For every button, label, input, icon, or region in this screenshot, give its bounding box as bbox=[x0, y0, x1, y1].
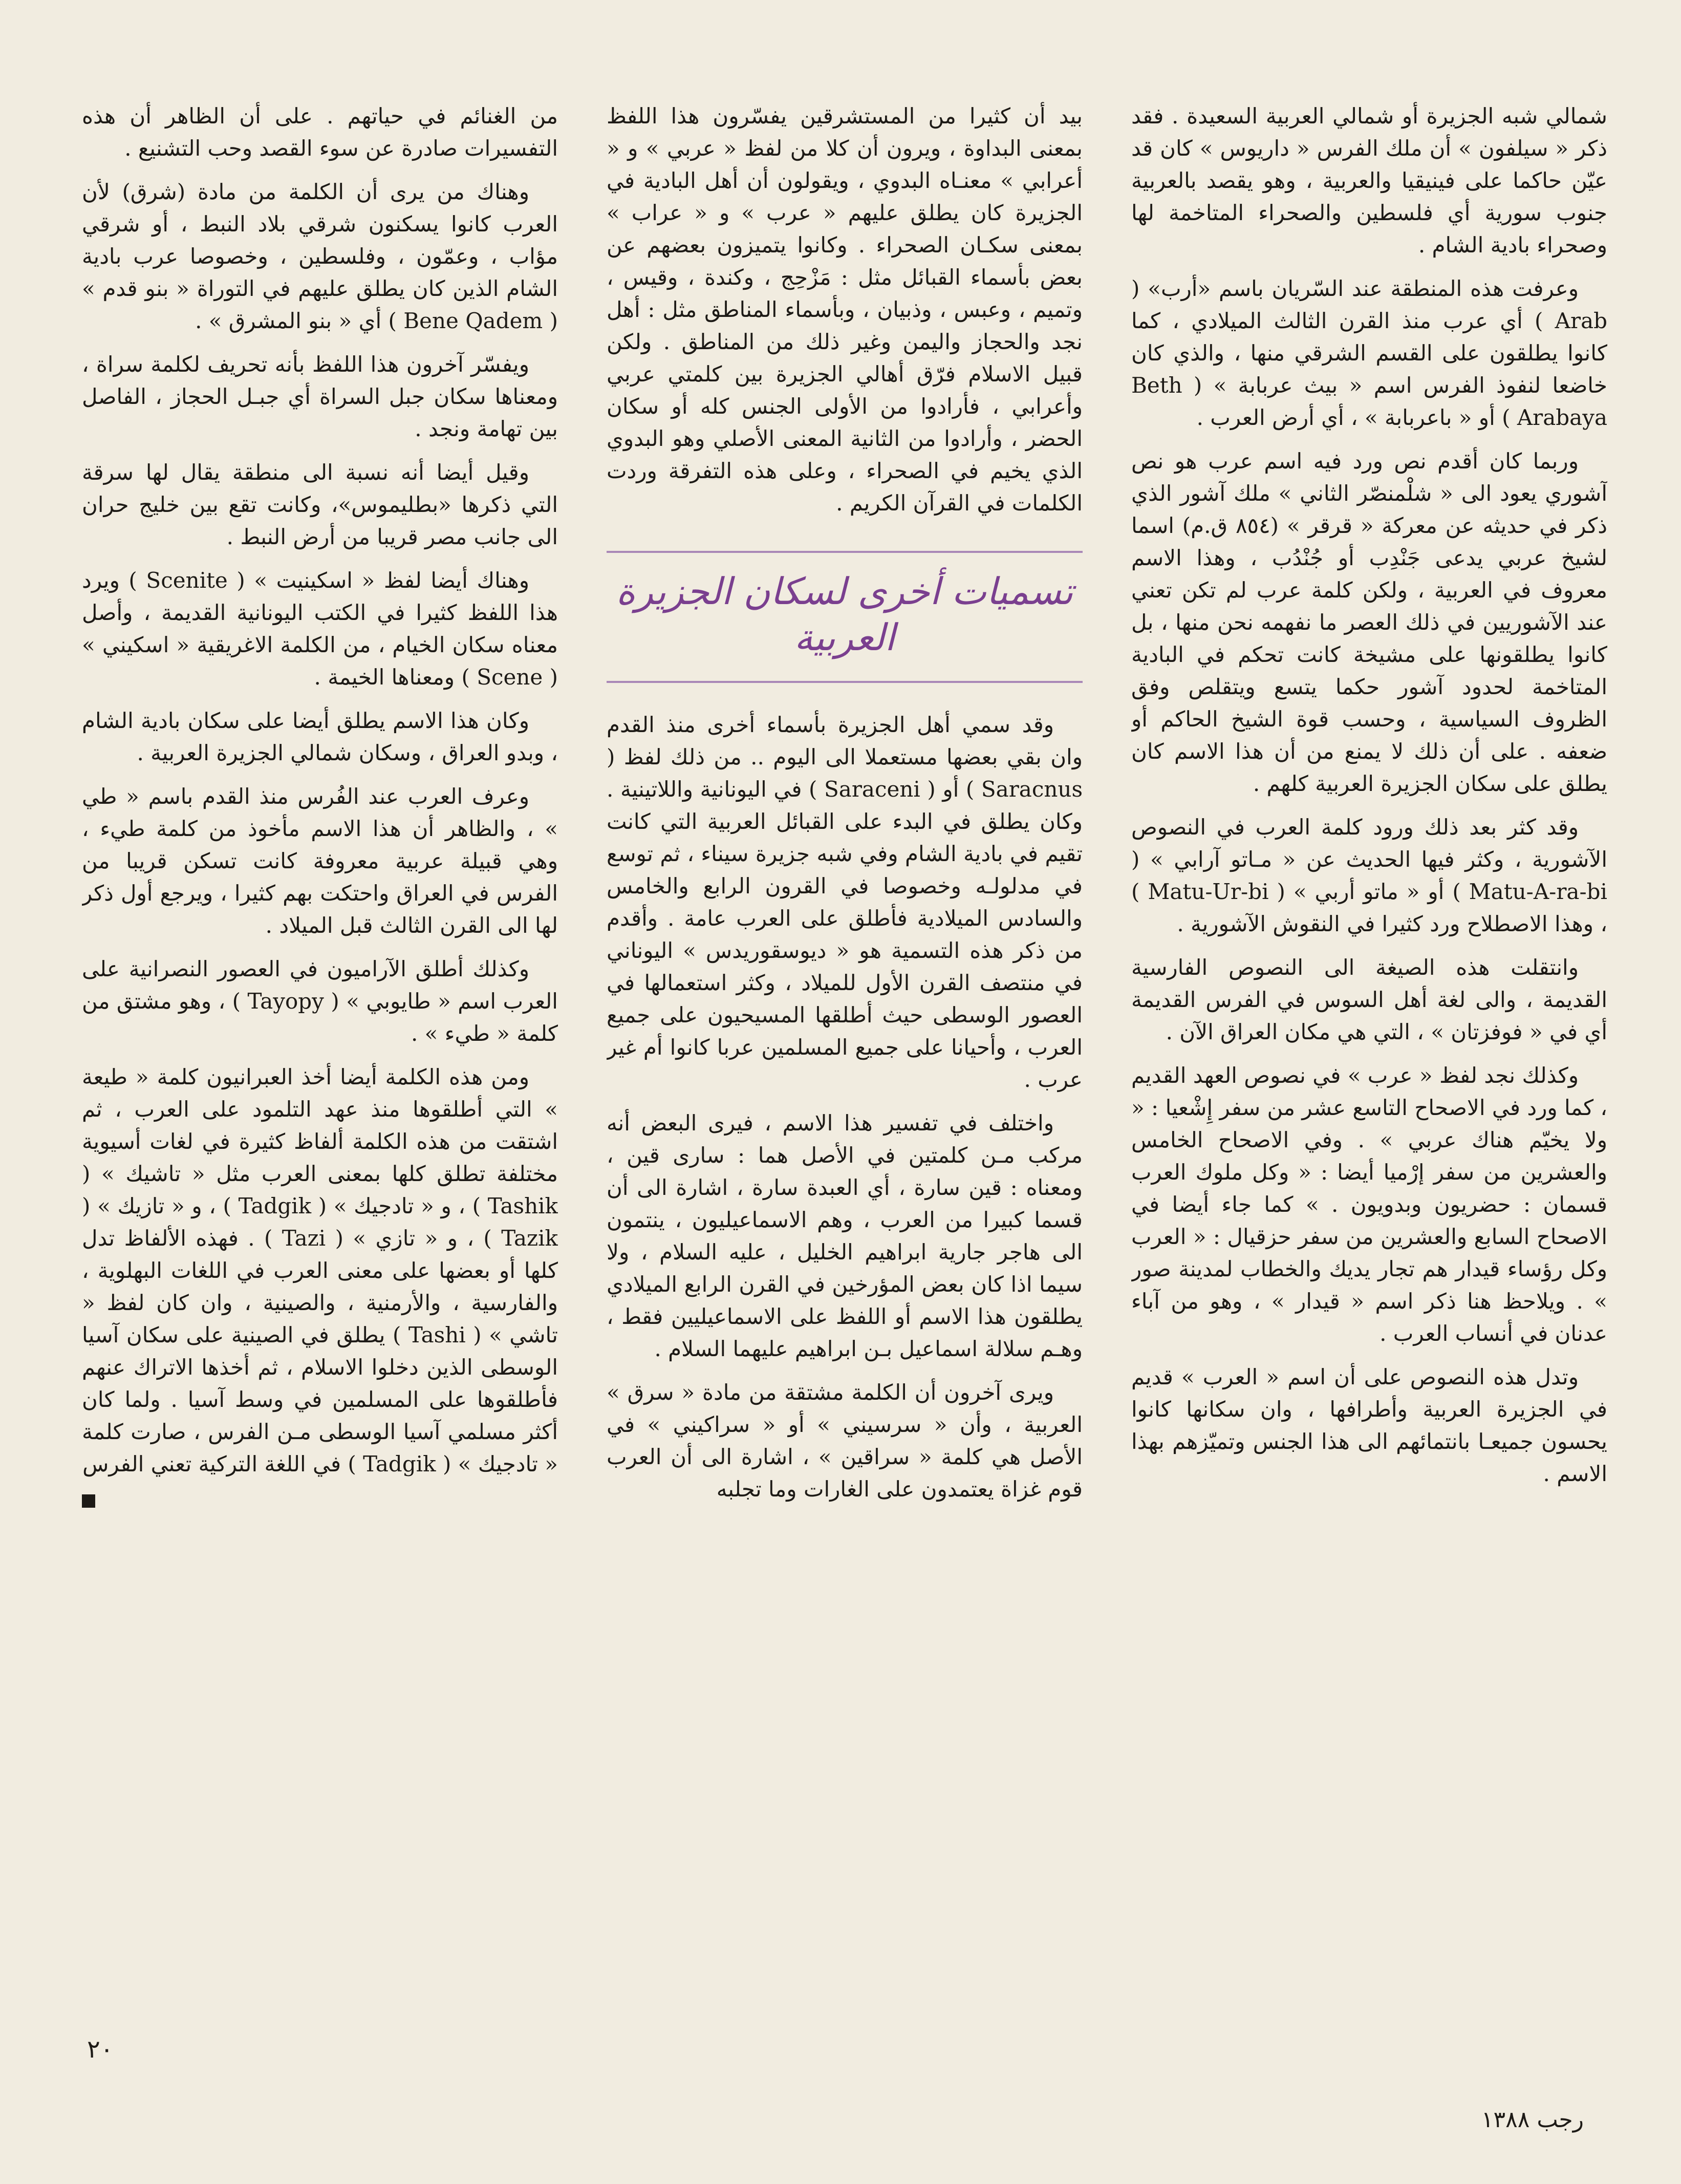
paragraph: وتدل هذه النصوص على أن اسم « العرب » قديم في الجزيرة العربية وأطرافها ، وان سكانها كانوا يحسون جميعـا بانتمائهم الى هذا الجنس وتميّزهم بهذا الاسم . bbox=[1131, 1364, 1607, 1486]
paragraph: وربما كان أقدم نص ورد فيه اسم عرب هو نص آشوري يعود الى « شلْمنصّر الثاني » ملك آشور الذي ذكر في حديثه عن معركة « قرقر » (٨٥٤ ق.م) اسما لشيخ عربي يدعى جَنْدِب أو جُنْدُب ، وهذا الاسم معروف في العربية ، ولكن كلمة عرب لم تكن تعني عند الآشوريين في ذلك العصر ما نفهمه نحن منها ، بل كانوا يطلقونها على مشيخة كانت تحكم في البادية المتاخمة لحدود آشور حكما يتسع ويتقلص وفق الظروف السياسية ، وحسب قوة الشيخ الحاكم أو ضعفه . على أن ذلك لا يمنع من أن هذا الاسم كان يطلق على سكان الجزيرة العربية كلهم . bbox=[1131, 448, 1607, 796]
paragraph: وقد كثر بعد ذلك ورود كلمة العرب في النصوص الآشورية ، وكثر فيها الحديث عن « مـاتو آرابي » ( Matu-A-ra-bi ) أو « ماتو أربي » ( Matu-Ur-bi ) ، وهذا الاصطلاح ورد كثيرا في النقوش الآشورية . bbox=[1131, 815, 1607, 936]
paragraph: وقيل أيضا أنه نسبة الى منطقة يقال لها سرقة التي ذكرها «بطليموس»، وكانت تقع بين خليج حران الى جانب مصر قريبا من أرض النبط . bbox=[82, 460, 558, 549]
paragraph: وانتقلت هذه الصيغة الى النصوص الفارسية القديمة ، والى لغة أهل السوس في الفرس القديمة أي في « فوفزتان » ، التي هي مكان العراق الآن . bbox=[1131, 955, 1607, 1044]
paragraph: ويرى آخرون أن الكلمة مشتقة من مادة « سرق » العربية ، وأن « سرسيني » أو « سراكيني » في الأصل هي كلمة « سراقين » ، اشارة الى أن العرب قوم غزاة يعتمدون على الغارات وما تجلبه bbox=[607, 1380, 1083, 1502]
column-middle bbox=[607, 100, 1083, 1999]
paragraph: ومن هذه الكلمة أيضا أخذ العبرانيون كلمة « طيعة » التي أطلقوها منذ عهد التلمود على العرب ، ثم اشتقت من هذه الكلمة ألفاظ كثيرة في لغات أسيوية مختلفة تطلق كلها بمعنى العرب مثل « تاشيك » ( Tashik ) ، و « تادجيك » ( Tadgik ) ، و « تازيك » ( Tazik ) ، و « تازي » ( Tazi ) . فهذه الألفاظ تدل كلها أو بعضها على معنى العرب في اللغات البهلوية ، والفارسية ، والأرمنية ، والصينية ، وان كان لفظ « تاشي » ( Tashi ) يطلق في الصينية على سكان آسيا الوسطى الذين دخلوا الاسلام ، ثم أخذها الاتراك عنهم فأطلقوها على المسلمين في وسط آسيا . ولما كان أكثر مسلمي آسيا الوسطى مـن الفرس ، صارت كلمة « تادجيك » ( Tadgik ) في اللغة التركية تعني الفرس bbox=[82, 1064, 558, 1476]
paragraph: شمالي شبه الجزيرة أو شمالي العربية السعيدة . فقد ذكر « سيلفون » أن ملك الفرس « داريوس » كان قد عيّن حاكما على فينيقيا والعربية ، وهو يقصد بالعربية جنوب سورية أي فلسطين والصحراء المتاخمة لها وصحراء بادية الشام . bbox=[1131, 103, 1607, 258]
page-number: ٢٠ bbox=[87, 2035, 114, 2064]
paragraph: وعرفت هذه المنطقة عند السّريان باسم «أرب» ( Arab ) أي عرب منذ القرن الثالث الميلادي ، كما كانوا يطلقون على القسم الشرقي منها ، والذي كان خاضعا لنفوذ الفرس اسم « بيث عربابة » ( Beth Arabaya ) أو « باعربابة » ، أي أرض العرب . bbox=[1131, 276, 1607, 430]
paragraph: وعرف العرب عند الفُرس منذ القدم باسم « طي » ، والظاهر أن هذا الاسم مأخوذ من كلمة طيء ، وهي قبيلة عربية معروفة كانت تسكن قريبا من الفرس في العراق واحتكت بهم كثيرا ، ويرجع أول ذكر لها الى القرن الثالث قبل الميلاد . bbox=[82, 784, 558, 938]
section-heading: تسميات أخرى لسكان الجزيرة العربية bbox=[607, 551, 1083, 683]
end-of-article-square-icon bbox=[82, 1494, 95, 1508]
paragraph: وهناك من يرى أن الكلمة من مادة (شرق) لأن العرب كانوا يسكنون شرقي بلاد النبط ، أو شرقي مؤاب ، وعمّون ، وفلسطين ، وخصوصا عرب بادية الشام الذين كان يطلق عليهم في التوراة « بنو قدم » ( Bene Qadem ) أي « بنو المشرق » . bbox=[82, 179, 558, 333]
paragraph: وقد سمي أهل الجزيرة بأسماء أخرى منذ القدم وان بقي بعضها مستعملا الى اليوم .. من ذلك لفظ ( Saracnus ) أو ( Saraceni ) في اليونانية واللاتينية . وكان يطلق في البدء على القبائل العربية التي كانت تقيم في بادية الشام وفي شبه جزيرة سيناء ، ثم توسع في مدلولـه وخصوصا في القرون الرابع والخامس والسادس الميلادية فأطلق على العرب عامة . وأقدم من ذكر هذه التسمية هو « ديوسقوريدس » اليوناني في منتصف القرن الأول للميلاد ، وكثر استعمالها في العصور الوسطى حيث أطلقها المسيحيون على جميع العرب ، وأحيانا على جميع المسلمين عربا كانوا أم غير عرب . bbox=[607, 712, 1083, 1092]
paragraph: وكذلك نجد لفظ « عرب » في نصوص العهد القديم ، كما ورد في الاصحاح التاسع عشر من سفر إِشْعيا : « ولا يخيّم هناك عربي » . وفي الاصحاح الخامس والعشرين من سفر إرْميا أيضا : « وكل ملوك العرب قسمان : حضريون وبدويون . » كما جاء أيضا في الاصحاح السابع والعشرين من سفر حزقيال : « العرب وكل رؤساء قيدار هم تجار يديك والخطاب لمدينة صور » . ويلاحظ هنا ذكر اسم « قيدار » ، وهو من آباء عدنان في أنساب العرب . bbox=[1131, 1063, 1607, 1346]
paragraph: وهناك أيضا لفظ « اسكينيت » ( Scenite ) ويرد هذا اللفظ كثيرا في الكتب اليونانية القديمة ، وأصل معناه سكان الخيام ، من الكلمة الاغريقية « اسكيني » ( Scene ) ومعناها الخيمة . bbox=[82, 568, 558, 690]
paragraph: وكان هذا الاسم يطلق أيضا على سكان بادية الشام ، وبدو العراق ، وسكان شمالي الجزيرة العربية . bbox=[82, 708, 558, 765]
paragraph: واختلف في تفسير هذا الاسم ، فيرى البعض أنه مركب مـن كلمتين في الأصل هما : سارى قين ، ومعناه : قين سارة ، أي العبدة سارة ، اشارة الى أن قسما كبيرا من العرب ، وهم الاسماعيليون ، ينتمون الى هاجر جارية ابراهيم الخليل ، عليه السلام ، ولا سيما اذا كان بعض المؤرخين في القرن الرابع الميلادي يطلقون هذا الاسم أو اللفظ على الاسماعيليين فقط ، وهـم سلالة اسماعيل بـن ابراهيم عليهما السلام . bbox=[607, 1110, 1083, 1361]
paragraph: من الغنائم في حياتهم . على أن الظاهر أن هذه التفسيرات صادرة عن سوء القصد وحب التشنيع . bbox=[82, 103, 558, 161]
issue-date: رجب ١٣٨٨ bbox=[1481, 2107, 1584, 2133]
paragraph: بيد أن كثيرا من المستشرقين يفسّرون هذا اللفظ بمعنى البداوة ، ويرون أن كلا من لفظ « عربي » و « أعرابي » معنـاه البدوي ، ويقولون أن أهل البادية في الجزيرة كان يطلق عليهم « عرب » و « عراب » بمعنى سكـان الصحراء . وكانوا يتميزون بعضهم عن بعض بأسماء القبائل مثل : مَزْحِج ، وكندة ، وقيس ، وتميم ، وعبس ، وذبيان ، وبأسماء المناطق مثل : أهل نجد والحجاز واليمن وغير ذلك من المناطق . ولكن قبيل الاسلام فرّق أهالي الجزيرة بين كلمتي عربي وأعرابي ، فأرادوا من الأولى الجنس كله أو سكان الحضر ، وأرادوا من الثانية المعنى الأصلي وهو البدوي الذي يخيم في الصحراء ، وعلى هذه التفرقة وردت الكلمات في القرآن الكريم . bbox=[607, 103, 1083, 516]
text-columns bbox=[82, 100, 1607, 1999]
column-left bbox=[82, 100, 558, 1999]
paragraph: وكذلك أطلق الآراميون في العصور النصرانية على العرب اسم « طايوبي » ( Tayopy ) ، وهو مشتق من كلمة « طيء » . bbox=[82, 956, 558, 1046]
paragraph: ويفسّر آخرون هذا اللفظ بأنه تحريف لكلمة سراة ، ومعناها سكان جبل السراة أي جبـل الحجاز ، الفاصل بين تهامة ونجد . bbox=[82, 352, 558, 441]
column-right bbox=[1131, 100, 1607, 1999]
